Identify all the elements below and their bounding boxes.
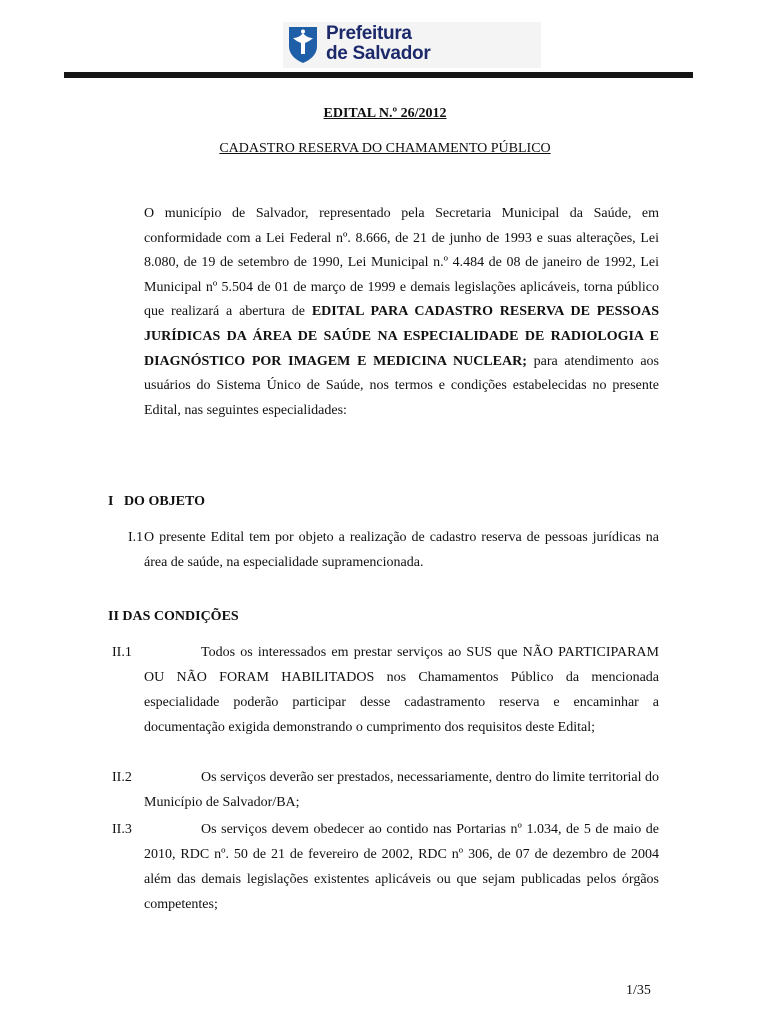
clause-text: Os serviços devem obedecer ao contido nas Portarias nº 1.034, de 5 de maio de 2010, RDC nº. 50 de 21 de fevereiro de 2002, RDC nº 306, de 07 de dezembro de 2004 além das demais legislações existentes aplicáveis ou que sejam publicadas pelos órgãos competentes; <box>144 822 659 912</box>
clause-i-1 <box>128 525 659 575</box>
edital-subtitle: CADASTRO RESERVA DO CHAMAMENTO PÚBLICO <box>219 141 551 156</box>
clause-number: I.1 <box>128 530 144 545</box>
clause-number: II.1 <box>112 645 132 660</box>
clause-text: Os serviços deverão ser prestados, necessariamente, dentro do limite territorial do Município de Salvador/BA; <box>144 770 659 810</box>
logo-line-1: Prefeitura <box>326 23 412 44</box>
intro-paragraph <box>144 202 659 423</box>
clause-text: Todos os interessados em prestar serviços ao SUS que NÃO PARTICIPARAM OU NÃO FORAM HABILITADOS nos Chamamentos Público da mencionada especialidade poderão participar desse cadastramento reserva e encaminhar a documentação exigida demonstrando o cumprimento dos requisitos deste Edital; <box>144 645 659 735</box>
clause-ii-2 <box>112 765 659 815</box>
intro-text-before: O município de Salvador, representado pela Secretaria Municipal da Saúde, em conformidade com a Lei Federal nº. 8.666, de 21 de junho de 1993 e suas alterações, Lei 8.080, de 19 de setembro de 1990, Lei Municipal n.º 4.484 de 08 de janeiro de 1992, Lei Municipal nº 5.504 de 01 de março de 1999 e demais legislações aplicáveis, torna público que realizará a abertura de <box>144 206 659 320</box>
clause-number: II.3 <box>112 822 132 837</box>
section-title-condicoes: II DAS CONDIÇÕES <box>108 609 239 624</box>
intro-bold-text: EDITAL PARA CADASTRO RESERVA DE PESSOAS JURÍDICAS DA ÁREA DE SAÚDE NA ESPECIALIDADE DE RADIOLOGIA E DIAGNÓSTICO POR IMAGEM E MEDICINA NUCLEAR; <box>144 304 659 369</box>
header-rule <box>64 72 693 78</box>
logo-line-2: de Salvador <box>326 43 431 64</box>
clause-number: II.2 <box>112 770 132 785</box>
edital-title: EDITAL N.º 26/2012 <box>323 106 447 121</box>
page-number: 1/35 <box>626 983 651 998</box>
logo-wordmark <box>326 24 430 64</box>
clause-ii-3 <box>112 817 659 917</box>
city-emblem-icon <box>286 24 320 64</box>
intro-text-after: para atendimento aos usuários do Sistema Único de Saúde, nos termos e condições estabelecidas no presente Edital, nas seguintes especialidades: <box>144 353 660 418</box>
clause-ii-1 <box>112 640 659 740</box>
section-title-objeto: I DO OBJETO <box>108 494 205 509</box>
clause-text: O presente Edital tem por objeto a realização de cadastro reserva de pessoas jurídicas na área de saúde, na especialidade supramencionada. <box>144 530 659 570</box>
